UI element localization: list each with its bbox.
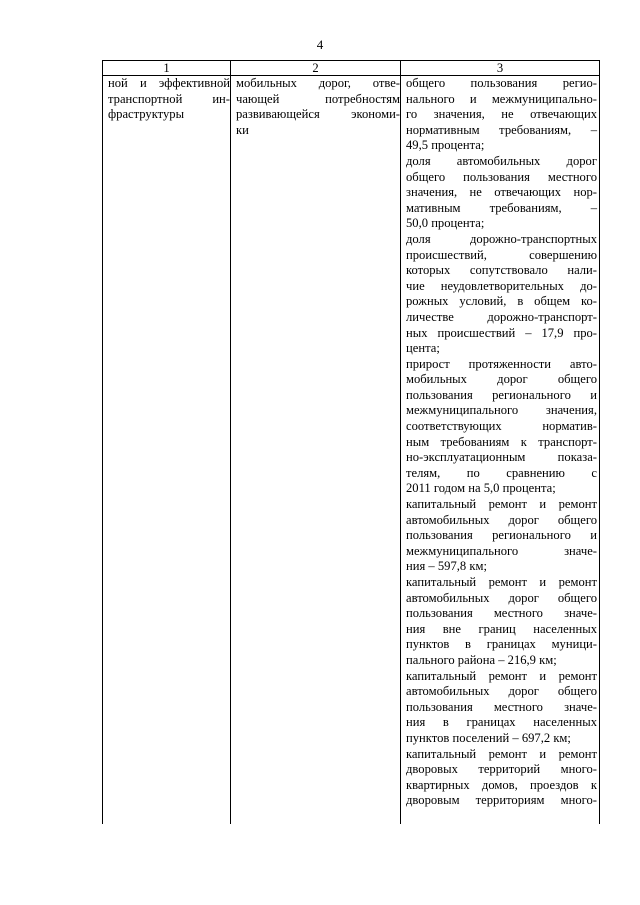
text-line: автомобильных дорог общего bbox=[406, 684, 597, 699]
text-line: капитальный ремонт и ремонт bbox=[406, 746, 597, 761]
text-line: 2011 годом на 5,0 процента; bbox=[406, 481, 556, 496]
text-line: 49,5 процента; bbox=[406, 138, 485, 153]
table-row bbox=[103, 76, 600, 825]
table-cell-task bbox=[231, 76, 401, 825]
text-line: общего пользования местного bbox=[406, 169, 597, 184]
text-line: общего пользования регио- bbox=[406, 76, 597, 90]
text-line: ки bbox=[236, 122, 249, 137]
text-line: пунктов поселений – 697,2 км; bbox=[406, 730, 571, 745]
table-cell-goal bbox=[103, 76, 231, 825]
text-line: квартирных домов, проездов к bbox=[406, 777, 597, 792]
text-line: транспортной ин- bbox=[108, 91, 230, 106]
text-line: капитальный ремонт и ремонт bbox=[406, 497, 597, 512]
text-line: происшествий, совершению bbox=[406, 247, 597, 262]
page-number: 4 bbox=[316, 37, 324, 52]
text-line: соответствующих норматив- bbox=[406, 419, 597, 434]
document-table bbox=[102, 60, 600, 824]
text-line: пользования регионального и bbox=[406, 528, 597, 543]
text-line: межмуниципального значения, bbox=[406, 403, 597, 418]
text-line: го значения, не отвечающих bbox=[406, 107, 597, 122]
table-header-row bbox=[103, 61, 600, 76]
text-line: нального и межмуниципально- bbox=[406, 91, 597, 106]
text-line: личестве дорожно-транспорт- bbox=[406, 309, 597, 324]
text-line: значения, не отвечающих нор- bbox=[406, 185, 597, 200]
text-line: развивающейся экономи- bbox=[236, 107, 400, 122]
text-line: нормативным требованиям, – bbox=[406, 122, 597, 137]
text-line: капитальный ремонт и ремонт bbox=[406, 668, 597, 683]
column-header-3: 3 bbox=[401, 61, 600, 76]
text-line: но-эксплуатационным показа- bbox=[406, 450, 597, 465]
text-line: доля дорожно-транспортных bbox=[406, 231, 597, 246]
text-line: ной и эффективной bbox=[108, 76, 230, 90]
text-line: ных происшествий – 17,9 про- bbox=[406, 325, 597, 340]
text-line: мобильных дорог, отве- bbox=[236, 76, 400, 90]
text-line: телям, по сравнению с bbox=[406, 465, 597, 480]
text-line: пользования местного значе- bbox=[406, 606, 597, 621]
table-cell-indicators bbox=[401, 76, 600, 825]
text-line: капитальный ремонт и ремонт bbox=[406, 575, 597, 589]
column-header-1: 1 bbox=[103, 61, 231, 76]
text-line: фраструктуры bbox=[108, 107, 185, 122]
text-line: автомобильных дорог общего bbox=[406, 590, 597, 605]
text-line: дворовым территориям много- bbox=[406, 793, 597, 808]
text-line: дворовых территорий много- bbox=[406, 762, 597, 777]
text-line: цента; bbox=[406, 341, 440, 356]
text-line: чающей потребностям bbox=[236, 91, 400, 106]
text-line: доля автомобильных дорог bbox=[406, 153, 597, 168]
text-line: межмуниципального значе- bbox=[406, 543, 597, 558]
text-line: 50,0 процента; bbox=[406, 216, 485, 231]
text-line: пунктов в границах муници- bbox=[406, 637, 597, 652]
text-line: ния – 597,8 км; bbox=[406, 559, 487, 574]
text-line: которых сопутствовало нали- bbox=[406, 263, 597, 278]
text-line: прирост протяженности авто- bbox=[406, 356, 597, 371]
text-line: чие неудовлетворительных до- bbox=[406, 278, 597, 293]
text-line: ния в границах населенных bbox=[406, 715, 597, 730]
text-line: мативным требованиям, – bbox=[406, 200, 597, 215]
text-line: пользования местного значе- bbox=[406, 699, 597, 714]
column-header-2: 2 bbox=[231, 61, 401, 76]
text-line: пользования регионального и bbox=[406, 387, 597, 402]
text-line: пального района – 216,9 км; bbox=[406, 652, 557, 667]
text-line: ным требованиям к транспорт- bbox=[406, 434, 597, 449]
text-line: ния вне границ населенных bbox=[406, 621, 597, 636]
text-line: мобильных дорог общего bbox=[406, 372, 597, 387]
text-line: рожных условий, в общем ко- bbox=[406, 294, 597, 309]
text-line: автомобильных дорог общего bbox=[406, 512, 597, 527]
